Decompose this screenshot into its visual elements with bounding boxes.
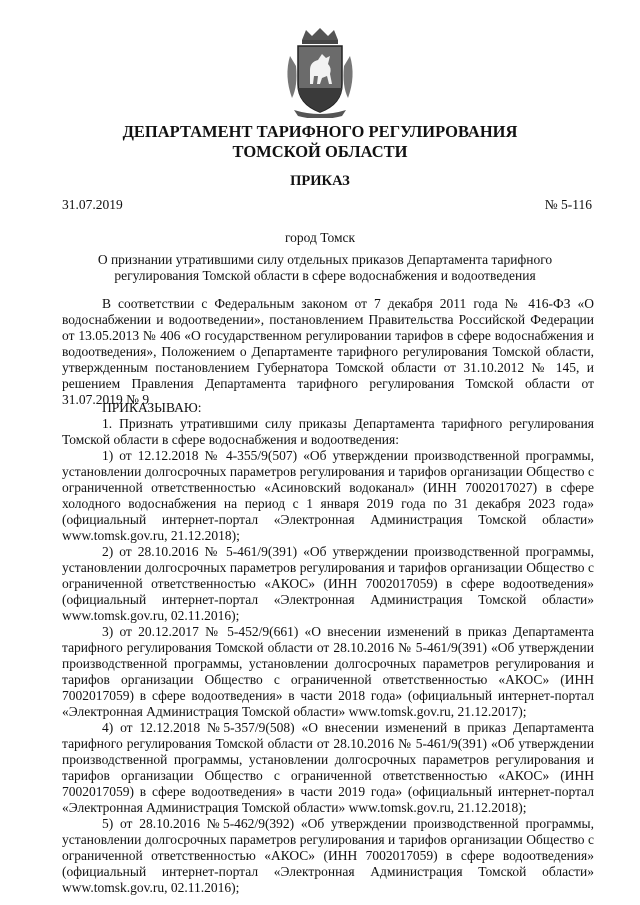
order-section — [62, 400, 594, 896]
order-item: 3) от 20.12.2017 № 5-452/9(661) «О внесении изменений в приказ Департамента тарифного регулирования Томской области от 28.10.2016 № 5-461/9(391) «Об утверждении производственной программы, установлении долгосрочных параметров регулирования и тарифов организации Общество с ограниченной ответственностью «АКОС» (ИНН 7002017059) в сфере водоотведения» в части 2018 года» (официальный интернет-портал «Электронная Администрация Томской области» www.tomsk.gov.ru, 21.12.2017); — [62, 624, 594, 719]
department-name-line-1: ДЕПАРТАМЕНТ ТАРИФНОГО РЕГУЛИРОВАНИЯ — [122, 122, 518, 141]
coat-of-arms-tomsk-icon — [280, 26, 360, 118]
document-number: № 5-116 — [544, 197, 592, 212]
document-date: 31.07.2019 — [62, 197, 123, 212]
preamble — [62, 296, 594, 408]
document-type: ПРИКАЗ — [290, 173, 350, 189]
document-city: город Томск — [284, 230, 356, 245]
order-item: 1) от 12.12.2018 № 4-355/9(507) «Об утверждении производственной программы, установлении долгосрочных параметров регулирования и тарифов организации Общество с ограниченной ответственностью «Асиновский водоканал» (ИНН 7002017027) в сфере холодного водоснабжения на период с 1 января 2019 года по 31 декабря 2023 года» (официальный интернет-портал «Электронная Администрация Томской области» www.tomsk.gov.ru, 21.12.2018); — [62, 448, 594, 543]
order-paragraph: 1. Признать утратившими силу приказы Департамента тарифного регулирования Томской области в сфере водоснабжения и водоотведения: — [62, 416, 594, 447]
document-subject: О признании утратившими силу отдельных приказов Департамента тарифного регулирования Томской области в сфере водоснабжения и водоотведения — [97, 252, 553, 283]
order-item: 5) от 28.10.2016 №5-462/9(392) «Об утверждении производственной программы, установлении долгосрочных параметров регулирования и тарифов организации Общество с ограниченной ответственностью «АКОС» (ИНН 7002017059) в сфере водоотведения» (официальный интернет-портал «Электронная Администрация Томской области» www.tomsk.gov.ru, 02.11.2016); — [62, 816, 594, 895]
department-name-line-2: ТОМСКОЙ ОБЛАСТИ — [232, 142, 408, 161]
preamble-paragraph: В соответствии с Федеральным законом от 7 декабря 2011 года № 416-ФЗ «О водоснабжении и водоотведении», постановлением Правительства Российской Федерации от 13.05.2013 № 406 «О государственном регулировании тарифов в сфере водоснабжения и водоотведения», Положением о Департаменте тарифного регулирования Томской области, утвержденным постановлением Губернатора Томской области от 31.10.2012 № 145, и решением Правления Департамента тарифного регулирования Томской области от 31.07.2019 № 9 — [62, 296, 594, 407]
order-heading: ПРИКАЗЫВАЮ: — [102, 400, 202, 415]
order-item: 2) от 28.10.2016 № 5-461/9(391) «Об утверждении производственной программы, установлении долгосрочных параметров регулирования и тарифов организации Общество с ограниченной ответственностью «АКОС» (ИНН 7002017059) в сфере водоотведения» (официальный интернет-портал «Электронная Администрация Томской области» www.tomsk.gov.ru, 02.11.2016); — [62, 544, 594, 623]
order-item: 4) от 12.12.2018 №5-357/9(508) «О внесении изменений в приказ Департамента тарифного регулирования Томской области от 28.10.2016 № 5-461/9(391) «Об утверждении производственной программы, установлении долгосрочных параметров регулирования и тарифов организации Общество с ограниченной ответственностью «АКОС» (ИНН 7002017059) в сфере водоотведения» в части 2019 года» (официальный интернет-портал «Электронная Администрация Томской области» www.tomsk.gov.ru, 21.12.2018); — [62, 720, 594, 815]
